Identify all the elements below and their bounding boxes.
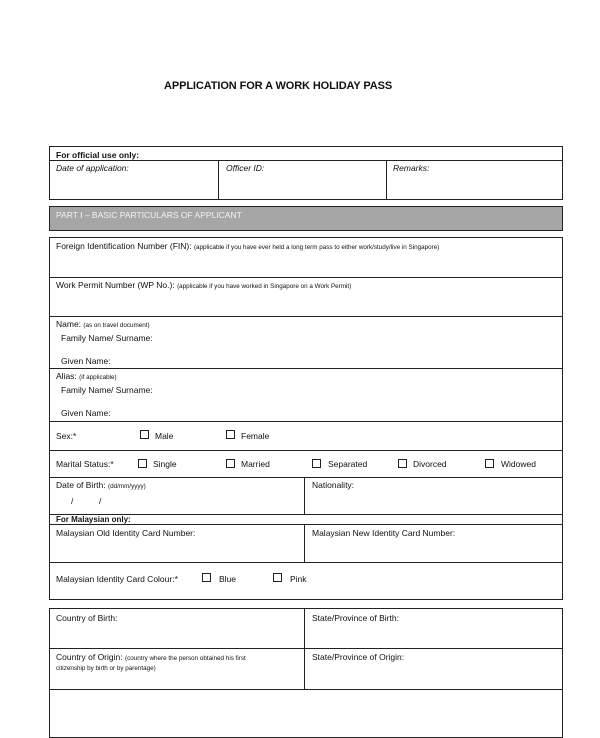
country-of-origin-note-2: citizenship by birth or by parentage) xyxy=(56,665,156,672)
name-note: (as on travel document) xyxy=(83,322,150,329)
divider xyxy=(49,450,563,451)
alias-label xyxy=(56,371,117,381)
dob-format: (dd/mm/yyyy) xyxy=(107,483,146,490)
remarks-field[interactable]: Remarks: xyxy=(393,163,430,173)
state-of-origin-field[interactable]: State/Province of Origin: xyxy=(312,652,405,662)
dob-label xyxy=(56,480,146,490)
name-label xyxy=(56,319,150,329)
nationality-field[interactable]: Nationality: xyxy=(312,480,355,490)
marital-divorced-checkbox[interactable] xyxy=(398,459,407,468)
name-given-field[interactable]: Given Name: xyxy=(61,356,111,366)
sex-male-checkbox[interactable] xyxy=(140,430,149,439)
marital-married-label: Married xyxy=(241,459,270,469)
divider xyxy=(49,277,563,278)
fin-label xyxy=(56,241,439,251)
wp-label xyxy=(56,280,351,290)
ic-colour-blue-label: Blue xyxy=(219,574,237,584)
marital-separated-label: Separated xyxy=(328,459,368,469)
divider xyxy=(304,524,305,562)
dob-separator: / xyxy=(99,496,102,506)
divider xyxy=(49,524,563,525)
divider xyxy=(49,689,563,690)
marital-status-label: Marital Status:* xyxy=(56,459,114,469)
marital-widowed-label: Widowed xyxy=(501,459,536,469)
date-of-application-field[interactable]: Date of application: xyxy=(56,163,129,173)
officer-id-field[interactable]: Officer ID: xyxy=(226,163,265,173)
origin-table xyxy=(49,608,563,738)
sex-label: Sex:* xyxy=(56,431,77,441)
divider xyxy=(49,477,563,478)
name-family-field[interactable]: Family Name/ Surname: xyxy=(61,333,153,343)
country-of-origin-field[interactable] xyxy=(56,652,246,662)
country-of-origin-note: (country where the person obtained his first xyxy=(125,655,246,662)
alias-given-field[interactable]: Given Name: xyxy=(61,408,111,418)
divider xyxy=(304,477,305,514)
marital-separated-checkbox[interactable] xyxy=(312,459,321,468)
applicant-table xyxy=(49,237,563,600)
fin-label-text: Foreign Identification Number (FIN): xyxy=(56,241,192,251)
marital-divorced-label: Divorced xyxy=(413,459,447,469)
marital-widowed-checkbox[interactable] xyxy=(485,459,494,468)
marital-married-checkbox[interactable] xyxy=(226,459,235,468)
ic-colour-pink-label: Pink xyxy=(290,574,307,584)
official-use-heading: For official use only: xyxy=(56,150,140,160)
ic-colour-blue-checkbox[interactable] xyxy=(202,573,211,582)
wp-note: (applicable if you have worked in Singapore on a Work Permit) xyxy=(177,283,352,290)
dob-label-text: Date of Birth: xyxy=(56,480,106,490)
divider xyxy=(304,608,305,689)
divider xyxy=(49,368,563,369)
sex-female-label: Female xyxy=(241,431,270,441)
marital-single-label: Single xyxy=(153,459,177,469)
divider xyxy=(386,160,387,200)
sex-female-checkbox[interactable] xyxy=(226,430,235,439)
ic-colour-pink-checkbox[interactable] xyxy=(273,573,282,582)
malaysian-old-ic-field[interactable]: Malaysian Old Identity Card Number: xyxy=(56,528,196,538)
malaysian-heading: For Malaysian only: xyxy=(56,515,131,524)
malaysian-new-ic-field[interactable]: Malaysian New Identity Card Number: xyxy=(312,528,456,538)
form-title: APPLICATION FOR A WORK HOLIDAY PASS xyxy=(164,80,393,92)
divider xyxy=(49,562,563,563)
state-of-birth-field[interactable]: State/Province of Birth: xyxy=(312,613,399,623)
ic-colour-label: Malaysian Identity Card Colour:* xyxy=(56,574,178,584)
wp-label-text: Work Permit Number (WP No.): xyxy=(56,280,175,290)
fin-note: (applicable if you have ever held a long term pass to either work/study/live in Singapore) xyxy=(193,244,440,251)
divider xyxy=(218,160,219,200)
alias-note: (if applicable) xyxy=(79,374,117,381)
name-label-text: Name: xyxy=(56,319,82,329)
country-of-birth-field[interactable]: Country of Birth: xyxy=(56,613,118,623)
divider xyxy=(49,160,563,161)
marital-single-checkbox[interactable] xyxy=(138,459,147,468)
part1-heading: PART I – BASIC PARTICULARS OF APPLICANT xyxy=(56,210,242,220)
divider xyxy=(49,648,563,649)
dob-separator: / xyxy=(71,496,74,506)
sex-male-label: Male xyxy=(155,431,174,441)
divider xyxy=(49,316,563,317)
alias-label-text: Alias: xyxy=(56,371,77,381)
alias-family-field[interactable]: Family Name/ Surname: xyxy=(61,385,153,395)
divider xyxy=(49,421,563,422)
country-of-origin-label: Country of Origin: xyxy=(56,652,123,662)
